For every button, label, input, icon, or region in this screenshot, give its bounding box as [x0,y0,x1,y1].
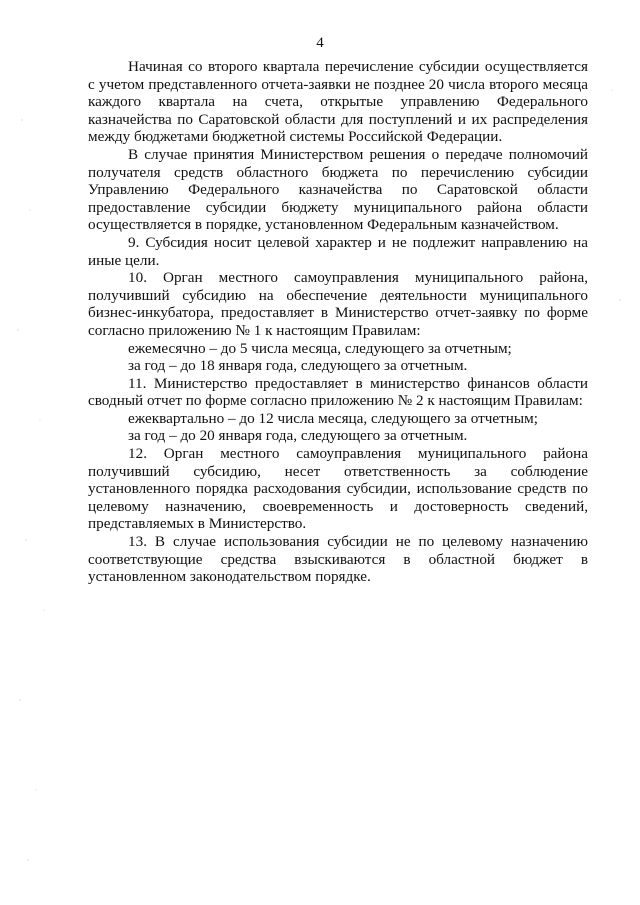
paragraph-10-item-yearly: за год – до 18 января года, следующего за отчетным. [128,357,468,375]
paragraph-12: 12. Орган местного самоуправления муниципального района получивший субсидию, несет ответственность за соблюдение установленного порядка расходования субсидии, использование средств по целевому назначению, своевременность и достоверность сведений, представляемых в Министерство. [88,445,588,533]
paragraph-11-item-quarterly: ежеквартально – до 12 числа месяца, следующего за отчетным; [128,409,538,427]
page-number: 4 [316,35,324,51]
paragraph-13: 13. В случае использования субсидии не по целевому назначению соответствующие средства взыскиваются в областной бюджет в установленном законодательством порядке. [88,533,588,586]
paragraph-10-item-monthly: ежемесячно – до 5 числа месяца, следующего за отчетным; [128,339,512,357]
paragraph-11: 11. Министерство предоставляет в министерство финансов области сводный отчет по форме согласно приложению № 2 к настоящим Правилам: [88,374,588,410]
document-body [88,58,588,586]
paragraph-11-item-yearly: за год – до 20 января года, следующего за отчетным. [128,427,468,445]
paragraph-powers-transfer: В случае принятия Министерством решения о передаче полномочий получателя средств областного бюджета по перечислению субсидии Управлению Федерального казначейства по Саратовской области предоставление субсидии бюджету муниципального района области осуществляется в порядке, установленном Федеральным казначейством. [88,145,588,234]
paragraph-subsidy-transfer: Начиная со второго квартала перечисление субсидии осуществляется с учетом представленного отчета-заявки не позднее 20 числа второго месяца каждого квартала на счета, открытые управлению Федерального казначейства по Саратовской области для поступлений и их распределения между бюджетами бюджетной системы Российской Федерации. [88,58,588,146]
paragraph-10: 10. Орган местного самоуправления муниципального района, получивший субсидию на обеспечение деятельности муниципального бизнес-инкубатора, предоставляет в Министерство отчет-заявку по форме согласно приложению № 1 к настоящим Правилам: [88,269,588,339]
paragraph-9: 9. Субсидия носит целевой характер и не подлежит направлению на иные цели. [88,233,588,269]
